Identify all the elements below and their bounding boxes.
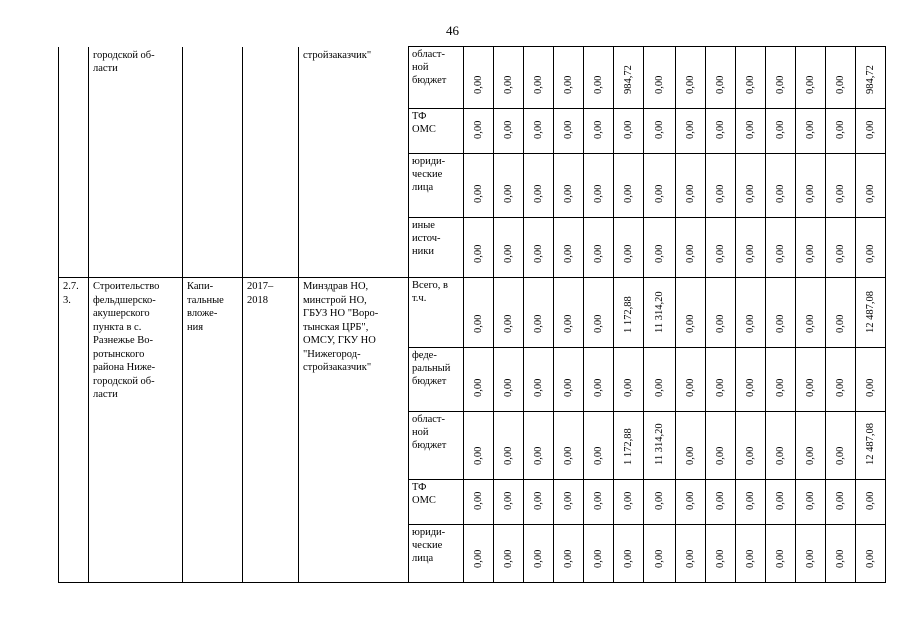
- amount-value: 0,00: [834, 378, 846, 397]
- amount-value: 0,00: [622, 378, 634, 397]
- amount-value: 11 314,20: [653, 423, 665, 465]
- amount-value: 0,00: [834, 549, 846, 568]
- amount-value: 0,00: [684, 446, 696, 465]
- amount-value: 0,00: [502, 75, 514, 94]
- amount-value: 0,00: [804, 446, 816, 465]
- amount-cell: [856, 348, 886, 412]
- amount-cell: [644, 47, 676, 109]
- amount-value: 0,00: [774, 75, 786, 94]
- amount-cell: [706, 278, 736, 348]
- amount-value: 0,00: [714, 378, 726, 397]
- amount-value: 0,00: [472, 378, 484, 397]
- amount-value: 0,00: [714, 491, 726, 510]
- amount-value: 0,00: [744, 75, 756, 94]
- amount-value: 0,00: [532, 314, 544, 333]
- amount-value: 0,00: [472, 446, 484, 465]
- amount-cell: [766, 154, 796, 218]
- amount-cell: [676, 412, 706, 480]
- amount-cell: [826, 525, 856, 583]
- amount-value: 0,00: [532, 75, 544, 94]
- amount-value: 0,00: [653, 378, 665, 397]
- implementation-period: 2017– 2018: [243, 278, 299, 583]
- amount-value: 0,00: [592, 491, 604, 510]
- amount-cell: [706, 348, 736, 412]
- amount-cell: [524, 480, 554, 525]
- amount-value: 0,00: [774, 491, 786, 510]
- amount-cell: [614, 412, 644, 480]
- amount-cell: [614, 278, 644, 348]
- amount-cell: [826, 154, 856, 218]
- amount-value: 0,00: [502, 120, 514, 139]
- amount-cell: [584, 218, 614, 278]
- amount-cell: [736, 109, 766, 154]
- amount-value: 0,00: [684, 378, 696, 397]
- amount-value: 0,00: [744, 378, 756, 397]
- amount-cell: [584, 412, 614, 480]
- amount-cell: [736, 480, 766, 525]
- amount-value: 0,00: [864, 120, 876, 139]
- amount-cell: [464, 154, 494, 218]
- amount-value: 0,00: [653, 491, 665, 510]
- amount-cell: [644, 480, 676, 525]
- amount-cell: [706, 47, 736, 109]
- amount-cell: [796, 47, 826, 109]
- amount-cell: [614, 218, 644, 278]
- amount-cell: [614, 47, 644, 109]
- amount-cell: [856, 525, 886, 583]
- funding-source: ТФ ОМС: [409, 109, 464, 154]
- executors: Минздрав НО, минстрой НО, ГБУЗ НО "Воро- тынская ЦРБ", ОМСУ, ГКУ НО "Нижегород- стройзаказчик": [299, 278, 409, 583]
- amount-value: 0,00: [532, 549, 544, 568]
- amount-cell: [464, 47, 494, 109]
- amount-cell: [676, 278, 706, 348]
- amount-value: 0,00: [864, 491, 876, 510]
- amount-value: 0,00: [744, 314, 756, 333]
- amount-cell: [524, 218, 554, 278]
- amount-value: 0,00: [562, 314, 574, 333]
- expense-type: [183, 47, 243, 278]
- amount-cell: [524, 154, 554, 218]
- amount-cell: [554, 348, 584, 412]
- amount-value: 0,00: [774, 446, 786, 465]
- amount-cell: [796, 278, 826, 348]
- amount-value: 0,00: [834, 75, 846, 94]
- amount-value: 0,00: [714, 244, 726, 263]
- amount-cell: [766, 47, 796, 109]
- amount-value: 0,00: [864, 549, 876, 568]
- row-number: 2.7. 3.: [59, 278, 89, 583]
- amount-cell: [706, 218, 736, 278]
- amount-cell: [826, 218, 856, 278]
- amount-cell: [524, 412, 554, 480]
- amount-value: 0,00: [714, 75, 726, 94]
- amount-value: 0,00: [864, 378, 876, 397]
- amount-cell: [464, 109, 494, 154]
- amount-value: 0,00: [592, 75, 604, 94]
- amount-value: 0,00: [562, 120, 574, 139]
- amount-value: 0,00: [684, 75, 696, 94]
- table-row: [59, 278, 886, 348]
- amount-cell: [614, 154, 644, 218]
- amount-value: 0,00: [532, 184, 544, 203]
- amount-cell: [584, 47, 614, 109]
- amount-cell: [796, 109, 826, 154]
- amount-value: 0,00: [532, 120, 544, 139]
- funding-source: юриди- ческие лица: [409, 154, 464, 218]
- amount-cell: [644, 278, 676, 348]
- amount-value: 0,00: [744, 491, 756, 510]
- amount-value: 0,00: [834, 244, 846, 263]
- amount-cell: [464, 412, 494, 480]
- amount-value: 0,00: [653, 75, 665, 94]
- amount-value: 984,72: [864, 65, 876, 94]
- amount-value: 0,00: [804, 491, 816, 510]
- amount-cell: [826, 480, 856, 525]
- amount-cell: [644, 412, 676, 480]
- amount-value: 0,00: [502, 549, 514, 568]
- amount-cell: [494, 47, 524, 109]
- funding-source: Всего, в т.ч.: [409, 278, 464, 348]
- amount-value: 0,00: [562, 378, 574, 397]
- amount-cell: [856, 47, 886, 109]
- amount-value: 0,00: [653, 549, 665, 568]
- amount-value: 0,00: [592, 314, 604, 333]
- amount-value: 0,00: [532, 491, 544, 510]
- amount-value: 0,00: [532, 244, 544, 263]
- table-body: [59, 47, 886, 583]
- amount-cell: [856, 412, 886, 480]
- amount-cell: [856, 480, 886, 525]
- amount-cell: [464, 218, 494, 278]
- amount-value: 0,00: [714, 184, 726, 203]
- amount-value: 0,00: [804, 75, 816, 94]
- amount-cell: [676, 47, 706, 109]
- amount-cell: [554, 109, 584, 154]
- amount-cell: [464, 348, 494, 412]
- amount-value: 0,00: [834, 491, 846, 510]
- amount-value: 0,00: [834, 120, 846, 139]
- amount-cell: [856, 278, 886, 348]
- amount-cell: [826, 109, 856, 154]
- amount-value: 0,00: [622, 491, 634, 510]
- amount-cell: [554, 278, 584, 348]
- amount-value: 0,00: [744, 549, 756, 568]
- amount-cell: [736, 525, 766, 583]
- amount-cell: [614, 480, 644, 525]
- amount-value: 0,00: [592, 244, 604, 263]
- amount-cell: [736, 412, 766, 480]
- amount-value: 0,00: [684, 314, 696, 333]
- funding-source: област- ной бюджет: [409, 412, 464, 480]
- amount-cell: [856, 154, 886, 218]
- amount-cell: [554, 218, 584, 278]
- amount-cell: [796, 525, 826, 583]
- amount-value: 0,00: [804, 244, 816, 263]
- amount-cell: [464, 278, 494, 348]
- amount-cell: [554, 154, 584, 218]
- amount-value: 0,00: [653, 184, 665, 203]
- amount-value: 0,00: [774, 549, 786, 568]
- amount-cell: [856, 218, 886, 278]
- amount-cell: [706, 525, 736, 583]
- amount-value: 1 172,88: [622, 428, 634, 465]
- amount-value: 0,00: [592, 446, 604, 465]
- amount-cell: [736, 218, 766, 278]
- amount-cell: [554, 480, 584, 525]
- amount-value: 0,00: [774, 244, 786, 263]
- amount-value: 0,00: [562, 549, 574, 568]
- amount-value: 0,00: [592, 120, 604, 139]
- amount-cell: [676, 525, 706, 583]
- page-number: 46: [446, 23, 459, 38]
- amount-value: 0,00: [472, 184, 484, 203]
- amount-value: 0,00: [834, 446, 846, 465]
- funding-source: юриди- ческие лица: [409, 525, 464, 583]
- amount-cell: [494, 480, 524, 525]
- amount-cell: [584, 154, 614, 218]
- measure-name: Строительство фельдшерско- акушерского пункта в с. Разнежье Во- ротынского района Ниже- городской об- ласти: [89, 278, 183, 583]
- funding-source: феде- ральный бюджет: [409, 348, 464, 412]
- amount-value: 0,00: [592, 184, 604, 203]
- amount-value: 0,00: [684, 491, 696, 510]
- amount-value: 0,00: [714, 314, 726, 333]
- amount-value: 0,00: [502, 491, 514, 510]
- amount-value: 0,00: [653, 244, 665, 263]
- amount-cell: [494, 154, 524, 218]
- amount-cell: [766, 278, 796, 348]
- amount-value: 0,00: [472, 75, 484, 94]
- amount-cell: [676, 218, 706, 278]
- amount-cell: [524, 109, 554, 154]
- funding-source: иные источ- ники: [409, 218, 464, 278]
- financing-table: [58, 46, 886, 583]
- amount-cell: [766, 218, 796, 278]
- amount-cell: [644, 348, 676, 412]
- amount-value: 0,00: [684, 184, 696, 203]
- funding-source: област- ной бюджет: [409, 47, 464, 109]
- amount-cell: [736, 348, 766, 412]
- amount-cell: [736, 154, 766, 218]
- amount-cell: [644, 218, 676, 278]
- amount-cell: [826, 348, 856, 412]
- amount-value: 12 487,08: [864, 423, 876, 465]
- amount-value: 0,00: [532, 378, 544, 397]
- amount-cell: [614, 525, 644, 583]
- implementation-period: [243, 47, 299, 278]
- amount-value: 0,00: [562, 75, 574, 94]
- amount-cell: [766, 412, 796, 480]
- amount-value: 0,00: [714, 120, 726, 139]
- amount-value: 1 172,88: [622, 296, 634, 333]
- amount-cell: [464, 525, 494, 583]
- amount-value: 0,00: [562, 446, 574, 465]
- amount-cell: [676, 109, 706, 154]
- amount-value: 0,00: [774, 184, 786, 203]
- row-number: [59, 47, 89, 278]
- amount-value: 0,00: [714, 446, 726, 465]
- amount-value: 0,00: [622, 244, 634, 263]
- amount-cell: [464, 480, 494, 525]
- amount-cell: [796, 218, 826, 278]
- amount-value: 0,00: [502, 446, 514, 465]
- amount-value: 11 314,20: [653, 291, 665, 333]
- table-row: [59, 47, 886, 109]
- amount-cell: [614, 348, 644, 412]
- amount-value: 0,00: [562, 244, 574, 263]
- amount-value: 0,00: [653, 120, 665, 139]
- amount-cell: [524, 278, 554, 348]
- amount-value: 0,00: [592, 378, 604, 397]
- amount-cell: [766, 109, 796, 154]
- amount-value: 0,00: [592, 549, 604, 568]
- amount-value: 0,00: [502, 314, 514, 333]
- amount-cell: [676, 480, 706, 525]
- amount-cell: [524, 348, 554, 412]
- amount-value: 0,00: [684, 244, 696, 263]
- amount-cell: [494, 412, 524, 480]
- expense-type: Капи- тальные вложе- ния: [183, 278, 243, 583]
- amount-cell: [676, 348, 706, 412]
- amount-value: 0,00: [804, 314, 816, 333]
- amount-value: 0,00: [834, 314, 846, 333]
- amount-cell: [766, 348, 796, 412]
- amount-cell: [796, 480, 826, 525]
- amount-value: 12 487,08: [864, 291, 876, 333]
- amount-value: 0,00: [622, 184, 634, 203]
- amount-cell: [766, 480, 796, 525]
- amount-value: 0,00: [684, 120, 696, 139]
- amount-value: 0,00: [684, 549, 696, 568]
- amount-value: 0,00: [774, 120, 786, 139]
- amount-value: 0,00: [622, 549, 634, 568]
- amount-cell: [584, 480, 614, 525]
- amount-cell: [584, 278, 614, 348]
- amount-value: 0,00: [562, 491, 574, 510]
- funding-source: ТФ ОМС: [409, 480, 464, 525]
- measure-name: городской об- ласти: [89, 47, 183, 278]
- amount-value: 0,00: [864, 244, 876, 263]
- amount-cell: [736, 278, 766, 348]
- amount-value: 0,00: [834, 184, 846, 203]
- amount-value: 0,00: [714, 549, 726, 568]
- amount-cell: [706, 154, 736, 218]
- amount-cell: [554, 47, 584, 109]
- amount-value: 0,00: [804, 120, 816, 139]
- amount-value: 0,00: [472, 120, 484, 139]
- amount-value: 0,00: [502, 378, 514, 397]
- amount-cell: [494, 218, 524, 278]
- amount-cell: [524, 525, 554, 583]
- amount-cell: [554, 525, 584, 583]
- amount-cell: [796, 412, 826, 480]
- amount-cell: [856, 109, 886, 154]
- amount-cell: [524, 47, 554, 109]
- amount-value: 0,00: [744, 184, 756, 203]
- amount-cell: [826, 47, 856, 109]
- amount-value: 0,00: [744, 244, 756, 263]
- amount-value: 0,00: [472, 314, 484, 333]
- amount-cell: [706, 109, 736, 154]
- amount-value: 0,00: [804, 184, 816, 203]
- amount-value: 0,00: [472, 549, 484, 568]
- amount-value: 0,00: [744, 120, 756, 139]
- amount-cell: [676, 154, 706, 218]
- amount-value: 0,00: [804, 549, 816, 568]
- amount-cell: [494, 109, 524, 154]
- amount-value: 0,00: [744, 446, 756, 465]
- amount-value: 0,00: [774, 314, 786, 333]
- amount-cell: [584, 525, 614, 583]
- amount-cell: [614, 109, 644, 154]
- amount-cell: [584, 109, 614, 154]
- amount-cell: [644, 154, 676, 218]
- amount-cell: [766, 525, 796, 583]
- executors: стройзаказчик": [299, 47, 409, 278]
- amount-cell: [494, 525, 524, 583]
- amount-value: 984,72: [622, 65, 634, 94]
- amount-value: 0,00: [472, 491, 484, 510]
- amount-value: 0,00: [502, 244, 514, 263]
- amount-cell: [494, 348, 524, 412]
- amount-cell: [644, 109, 676, 154]
- amount-cell: [584, 348, 614, 412]
- amount-cell: [826, 412, 856, 480]
- amount-value: 0,00: [864, 184, 876, 203]
- amount-value: 0,00: [622, 120, 634, 139]
- amount-cell: [554, 412, 584, 480]
- amount-cell: [706, 412, 736, 480]
- amount-cell: [494, 278, 524, 348]
- amount-value: 0,00: [502, 184, 514, 203]
- amount-value: 0,00: [562, 184, 574, 203]
- amount-value: 0,00: [804, 378, 816, 397]
- amount-cell: [796, 154, 826, 218]
- amount-cell: [706, 480, 736, 525]
- amount-value: 0,00: [472, 244, 484, 263]
- amount-cell: [826, 278, 856, 348]
- amount-value: 0,00: [532, 446, 544, 465]
- amount-cell: [644, 525, 676, 583]
- amount-cell: [796, 348, 826, 412]
- amount-value: 0,00: [774, 378, 786, 397]
- amount-cell: [736, 47, 766, 109]
